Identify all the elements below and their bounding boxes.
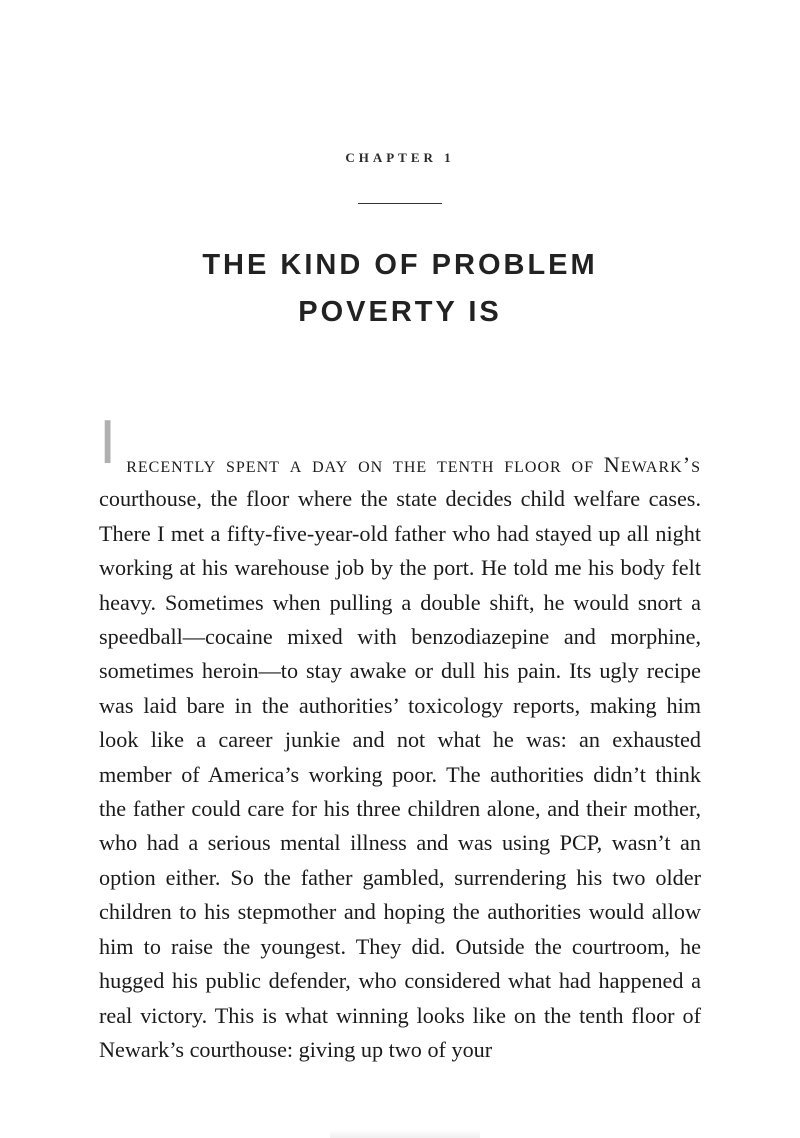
drop-cap: I [99, 408, 117, 477]
chapter-title-line-2: POVERTY IS [298, 296, 502, 328]
page-bottom-edge [330, 1130, 480, 1138]
body-text: courthouse, the floor where the state decides child welfare cases. There I met a fifty-five-year-old father who had stayed up all night working at his warehouse job by the port. He told me his body felt heavy. Sometimes when pulling a double shift, he would snort a speedball—cocaine mixed with benzodiazepine and morphine, sometimes heroin—to stay awake or dull his pain. Its ugly recipe was laid bare in the authorities’ toxicology reports, making him look like a career junkie and not what he was: an exhausted member of America’s working poor. The authorities didn’t think the father could care for his three children alone, and their mother, who had a serious mental illness and was using PCP, wasn’t an option either. So the father gambled, surrendering his two older children to his stepmother and hoping the authorities would allow him to raise the youngest. They did. Outside the courtroom, he hugged his public defender, who considered what had happened a real victory. This is what winning looks like on the tenth floor of Newark’s courthouse: giving up two of your [99, 486, 701, 1062]
lead-in-small-caps: recently spent a day on the tenth floor of Newark’s [126, 452, 701, 477]
chapter-divider [358, 203, 442, 204]
body-paragraph [99, 408, 701, 1067]
chapter-label: CHAPTER 1 [345, 150, 455, 165]
chapter-title-line-1: THE KIND OF PROBLEM [202, 249, 598, 281]
chapter-title [100, 242, 700, 336]
